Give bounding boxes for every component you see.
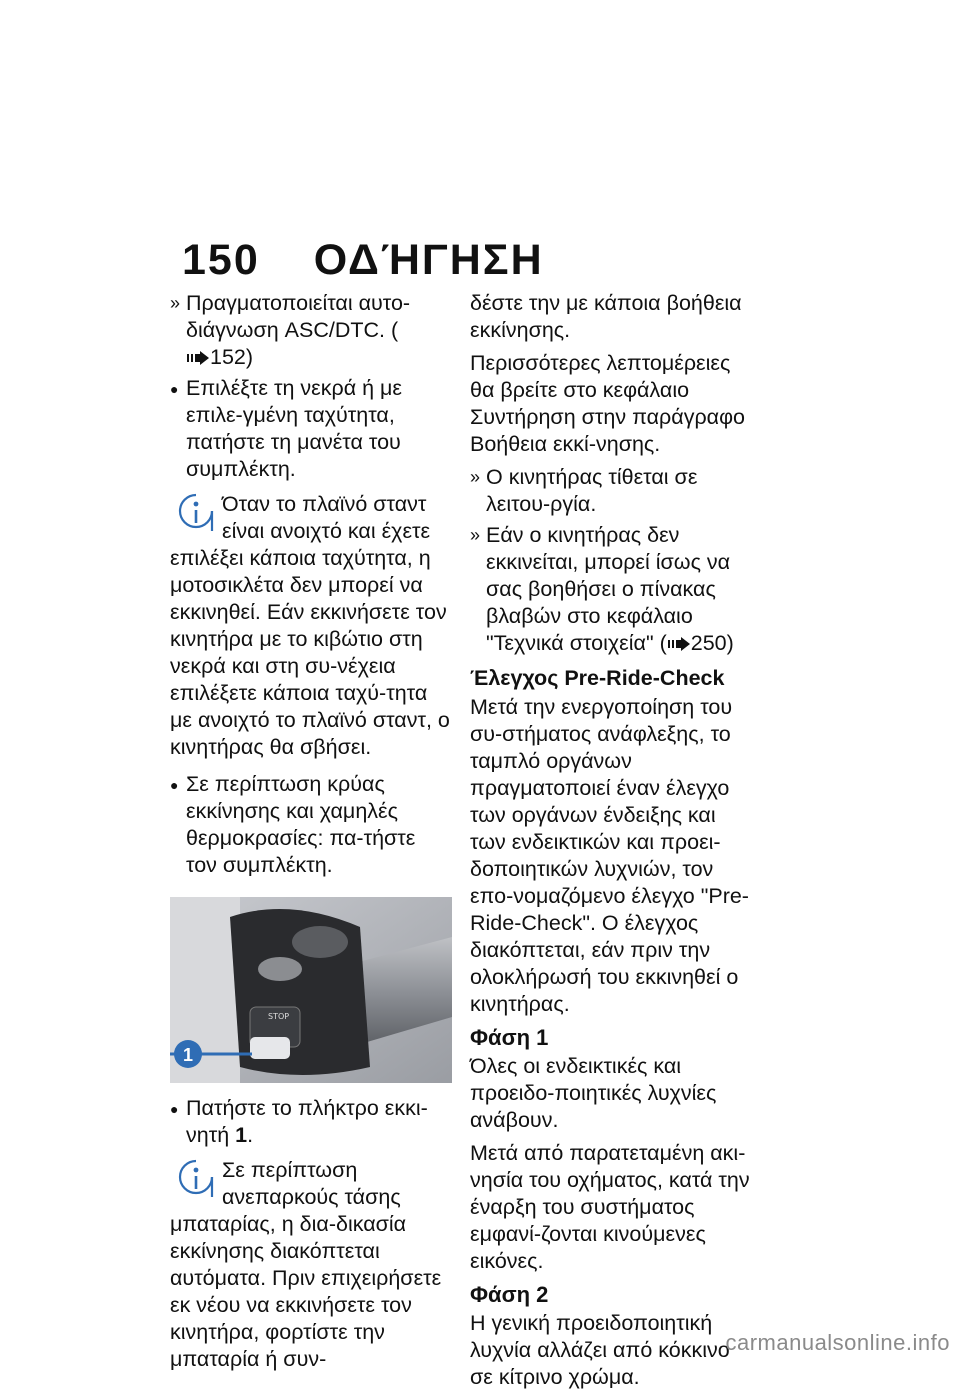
note-text: Όταν το πλαϊνό σταντ είναι ανοιχτό και έχετε επιλέξει κάποια ταχύτητα, η μοτοσικλέτα δεν μπορεί να εκκινηθεί. Εάν εκκινήσετε τον κινητήρα με το κιβώτιο στη νεκρά και στη συ-νέχεια επιλέξετε κάποια ταχύ-τητα με ανοιχτό το πλαϊνό σταντ, ο κινητήρας θα σβήσει.	[170, 492, 450, 759]
bullet-icon: ●	[170, 381, 179, 397]
double-chevron-right-icon: »	[170, 293, 181, 313]
result-text: Ο κινητήρας τίθεται σε λειτου-ργία.	[486, 465, 698, 516]
result-item	[170, 290, 452, 371]
paragraph: δέστε την με κάποια βοήθεια εκκίνησης.	[470, 291, 742, 342]
page-reference-arrow-icon	[186, 350, 210, 366]
page-reference[interactable]: 250)	[667, 631, 734, 655]
photo-stop-label: STOP	[268, 1012, 290, 1021]
paragraph: Όλες οι ενδεικτικές και προειδο-ποιητικές λυχνίες ανάβουν.	[470, 1054, 717, 1132]
handlebar-switch-photo	[170, 897, 452, 1083]
watermark: carmanualsonline.info	[725, 1330, 950, 1355]
subheading: Έλεγχος Pre-Ride-Check	[470, 666, 725, 690]
page-number: 150	[182, 236, 260, 284]
step-item	[170, 375, 452, 483]
photo-callout-number: 1	[182, 1045, 194, 1065]
note-text: Σε περίπτωση ανεπαρκούς τάσης μπαταρίας, η δια-δικασία εκκίνησης διακόπτεται αυτόματα. Πριν επιχειρήσετε εκ νέου να εκκινήσετε τον κινητήρα, φορτίστε την μπαταρία ή συν-	[170, 1158, 442, 1371]
page-header	[182, 236, 544, 285]
step-text: Επιλέξτε τη νεκρά ή με επιλε-γμένη ταχύτητα, πατήστε τη μανέτα του συμπλέκτη.	[186, 376, 403, 481]
info-note-icon	[178, 1159, 214, 1199]
paragraph: Περισσότερες λεπτομέρειες θα βρείτε στο κεφάλαιο Συντήρηση στην παράγραφο Βοήθεια εκκί-νησης.	[470, 351, 746, 456]
step-callout-ref: 1	[235, 1123, 248, 1147]
section-title: ΟΔΉΓΗΣΗ	[313, 236, 544, 284]
paragraph: Μετά από παρατεταμένη ακι-νησία του οχήματος, κατά την έναρξη του συστήματος εμφανί-ζονται κινούμενες εικόνες.	[470, 1141, 750, 1273]
result-item	[470, 522, 755, 657]
left-column	[170, 290, 452, 1383]
paragraph: Μετά την ενεργοποίηση του συ-στήματος ανάφλεξης, το ταμπλό οργάνων πραγματοποιεί έναν έλεγχο των οργάνων ένδειξης και των ενδεικτικών και προει-δοποιητικών λυχνιών, τον επο-νομαζόμενο έλεγχο "Pre-Ride-Check". Ο έλεγχος διακόπτεται, εάν πριν την ολοκλήρωσή του εκκινηθεί ο κινητήρας.	[470, 695, 749, 1016]
step-item: ● Πατήστε το πλήκτρο εκκι-νητή 1.	[170, 1096, 428, 1147]
phase-heading: Φάση 1	[470, 1025, 549, 1050]
step-text: Σε περίπτωση κρύας εκκίνησης και χαμηλές θερμοκρασίες: πα-τήστε τον συμπλέκτη.	[186, 772, 416, 877]
bullet-icon: ●	[170, 1101, 179, 1117]
step-item	[170, 771, 452, 879]
result-text: Εάν ο κινητήρας δεν εκκινείται, μπορεί ίσως να σας βοηθήσει ο πίνακας βλαβών στο κεφάλαιο "Τεχνικά στοιχεία" (	[486, 523, 731, 655]
double-chevron-right-icon: »	[470, 467, 481, 487]
result-text: Πραγματοποιείται αυτο-διάγνωση ASC/DTC. (	[186, 291, 411, 342]
page-reference[interactable]: 152)	[186, 345, 253, 369]
phase-heading: Φάση 2	[470, 1282, 549, 1307]
right-column	[470, 290, 755, 1397]
paragraph: Η γενική προειδοποιητική λυχνία αλλάζει από κόκκινο σε κίτρινο χρώμα.	[470, 1311, 730, 1389]
info-note	[170, 1157, 452, 1373]
info-note-icon	[178, 493, 214, 533]
bullet-icon: ●	[170, 777, 179, 793]
double-chevron-right-icon: »	[470, 525, 481, 545]
page-reference-arrow-icon	[667, 636, 691, 652]
result-item	[470, 464, 755, 518]
step-text: Πατήστε το πλήκτρο εκκι-νητή	[186, 1096, 428, 1147]
info-note	[170, 491, 452, 761]
